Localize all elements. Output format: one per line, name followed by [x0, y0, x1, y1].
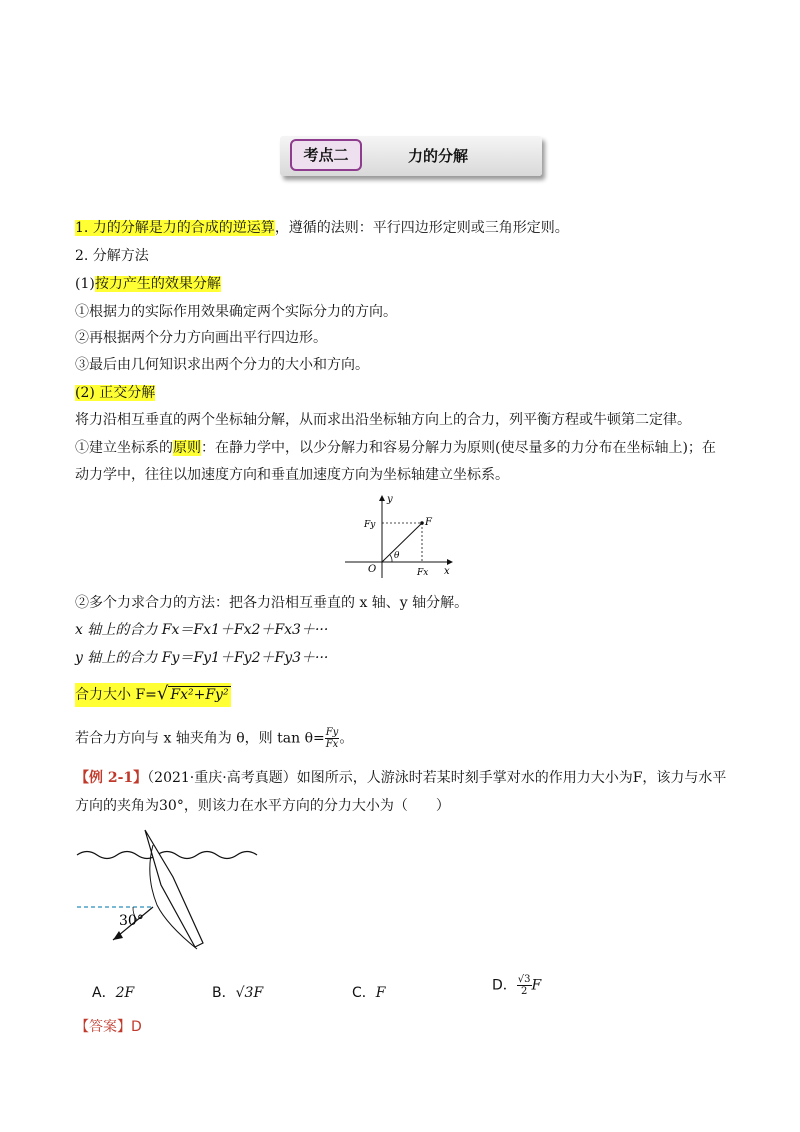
- water-surface: [77, 852, 257, 859]
- origin-label: O: [368, 564, 377, 575]
- y-axis-label: y: [387, 494, 393, 505]
- line-12: x 轴上的合力 Fx＝Fx1＋Fx2＋Fx3＋···: [75, 622, 329, 638]
- fy-label: Fy: [364, 520, 376, 530]
- line-4: ①根据力的实际作用效果确定两个实际分力的方向。: [75, 304, 397, 320]
- line-6: ③最后由几何知识求出两个分力的大小和方向。: [75, 357, 369, 373]
- x-axis-label: x: [444, 566, 450, 577]
- answer-line: [75, 1017, 142, 1037]
- tan-fraction: $\frac{Fy}{Fx}$: [325, 727, 339, 750]
- line-2: 2. 分解方法: [75, 248, 149, 264]
- option-d[interactable]: D． $\frac{√3}{2}$ F: [492, 974, 542, 997]
- line-14: 合力大小 F=√ Fx²+Fy²: [75, 680, 231, 709]
- line-8: 将力沿相互垂直的两个坐标轴分解，从而求出沿坐标轴方向上的合力，列平衡方程或牛顿第二定律。: [75, 412, 691, 428]
- example-line-2: 方向的夹角为30°，则该力在水平方向的分力大小为（ ）: [75, 798, 450, 814]
- line-11: ②多个力求合力的方法：把各力沿相互垂直的 x 轴、y 轴分解。: [75, 595, 469, 611]
- line-15: 若合力方向与 x 轴夹角为 θ，则 tan θ= $\frac{Fy}{Fx}$ 。: [75, 727, 354, 750]
- arm-outline: [145, 830, 203, 947]
- line-7: (2) 正交分解: [75, 385, 156, 401]
- line-3: (1)按力产生的效果分解: [75, 276, 221, 292]
- force-vector: [382, 523, 422, 562]
- angle-arc: [390, 555, 392, 562]
- option-d-fraction: $\frac{√3}{2}$: [517, 974, 531, 997]
- example-tag: 【例 2-1】: [75, 770, 148, 786]
- force-label: F: [425, 517, 432, 528]
- line-9: ①建立坐标系的原则：在静力学中，以少分解力和容易分解力为原则(使尽量多的力分布在坐标轴上)；在: [75, 440, 716, 456]
- line-10: 动力学中，往往以加速度方向和垂直加速度方向为坐标轴建立坐标系。: [75, 467, 509, 483]
- fx-label: Fx: [417, 568, 429, 578]
- line-13: y 轴上的合力 Fy＝Fy1＋Fy2＋Fy3＋···: [75, 650, 329, 666]
- answer-value: D: [131, 1019, 142, 1035]
- line-1: 1. 力的分解是力的合成的逆运算，遵循的法则：平行四边形定则或三角形定则。: [75, 220, 569, 236]
- section-banner: [280, 136, 542, 176]
- angle-label: 30°: [119, 913, 144, 929]
- option-c[interactable]: C．F: [352, 985, 386, 1001]
- option-b[interactable]: B．√3F: [212, 985, 264, 1001]
- option-a[interactable]: A．2F: [92, 985, 135, 1001]
- answer-label: 【答案】: [75, 1019, 131, 1035]
- force-decomposition-figure: [340, 490, 460, 580]
- section-title: 力的分解: [408, 147, 469, 165]
- swimming-hand-figure: [75, 825, 265, 955]
- example-line-1: 【例 2-1】（2021·重庆·高考真题）如图所示，人游泳时若某时刻手掌对水的作用力大小为F，该力与水平: [75, 770, 727, 786]
- highlight-definition: 1. 力的分解是力的合成的逆运算: [75, 220, 275, 236]
- theta-label: θ: [394, 551, 400, 561]
- section-tag: 考点二: [290, 139, 362, 171]
- magnitude-expression: Fx²+Fy²: [170, 687, 229, 703]
- line-5: ②再根据两个分力方向画出平行四边形。: [75, 330, 327, 346]
